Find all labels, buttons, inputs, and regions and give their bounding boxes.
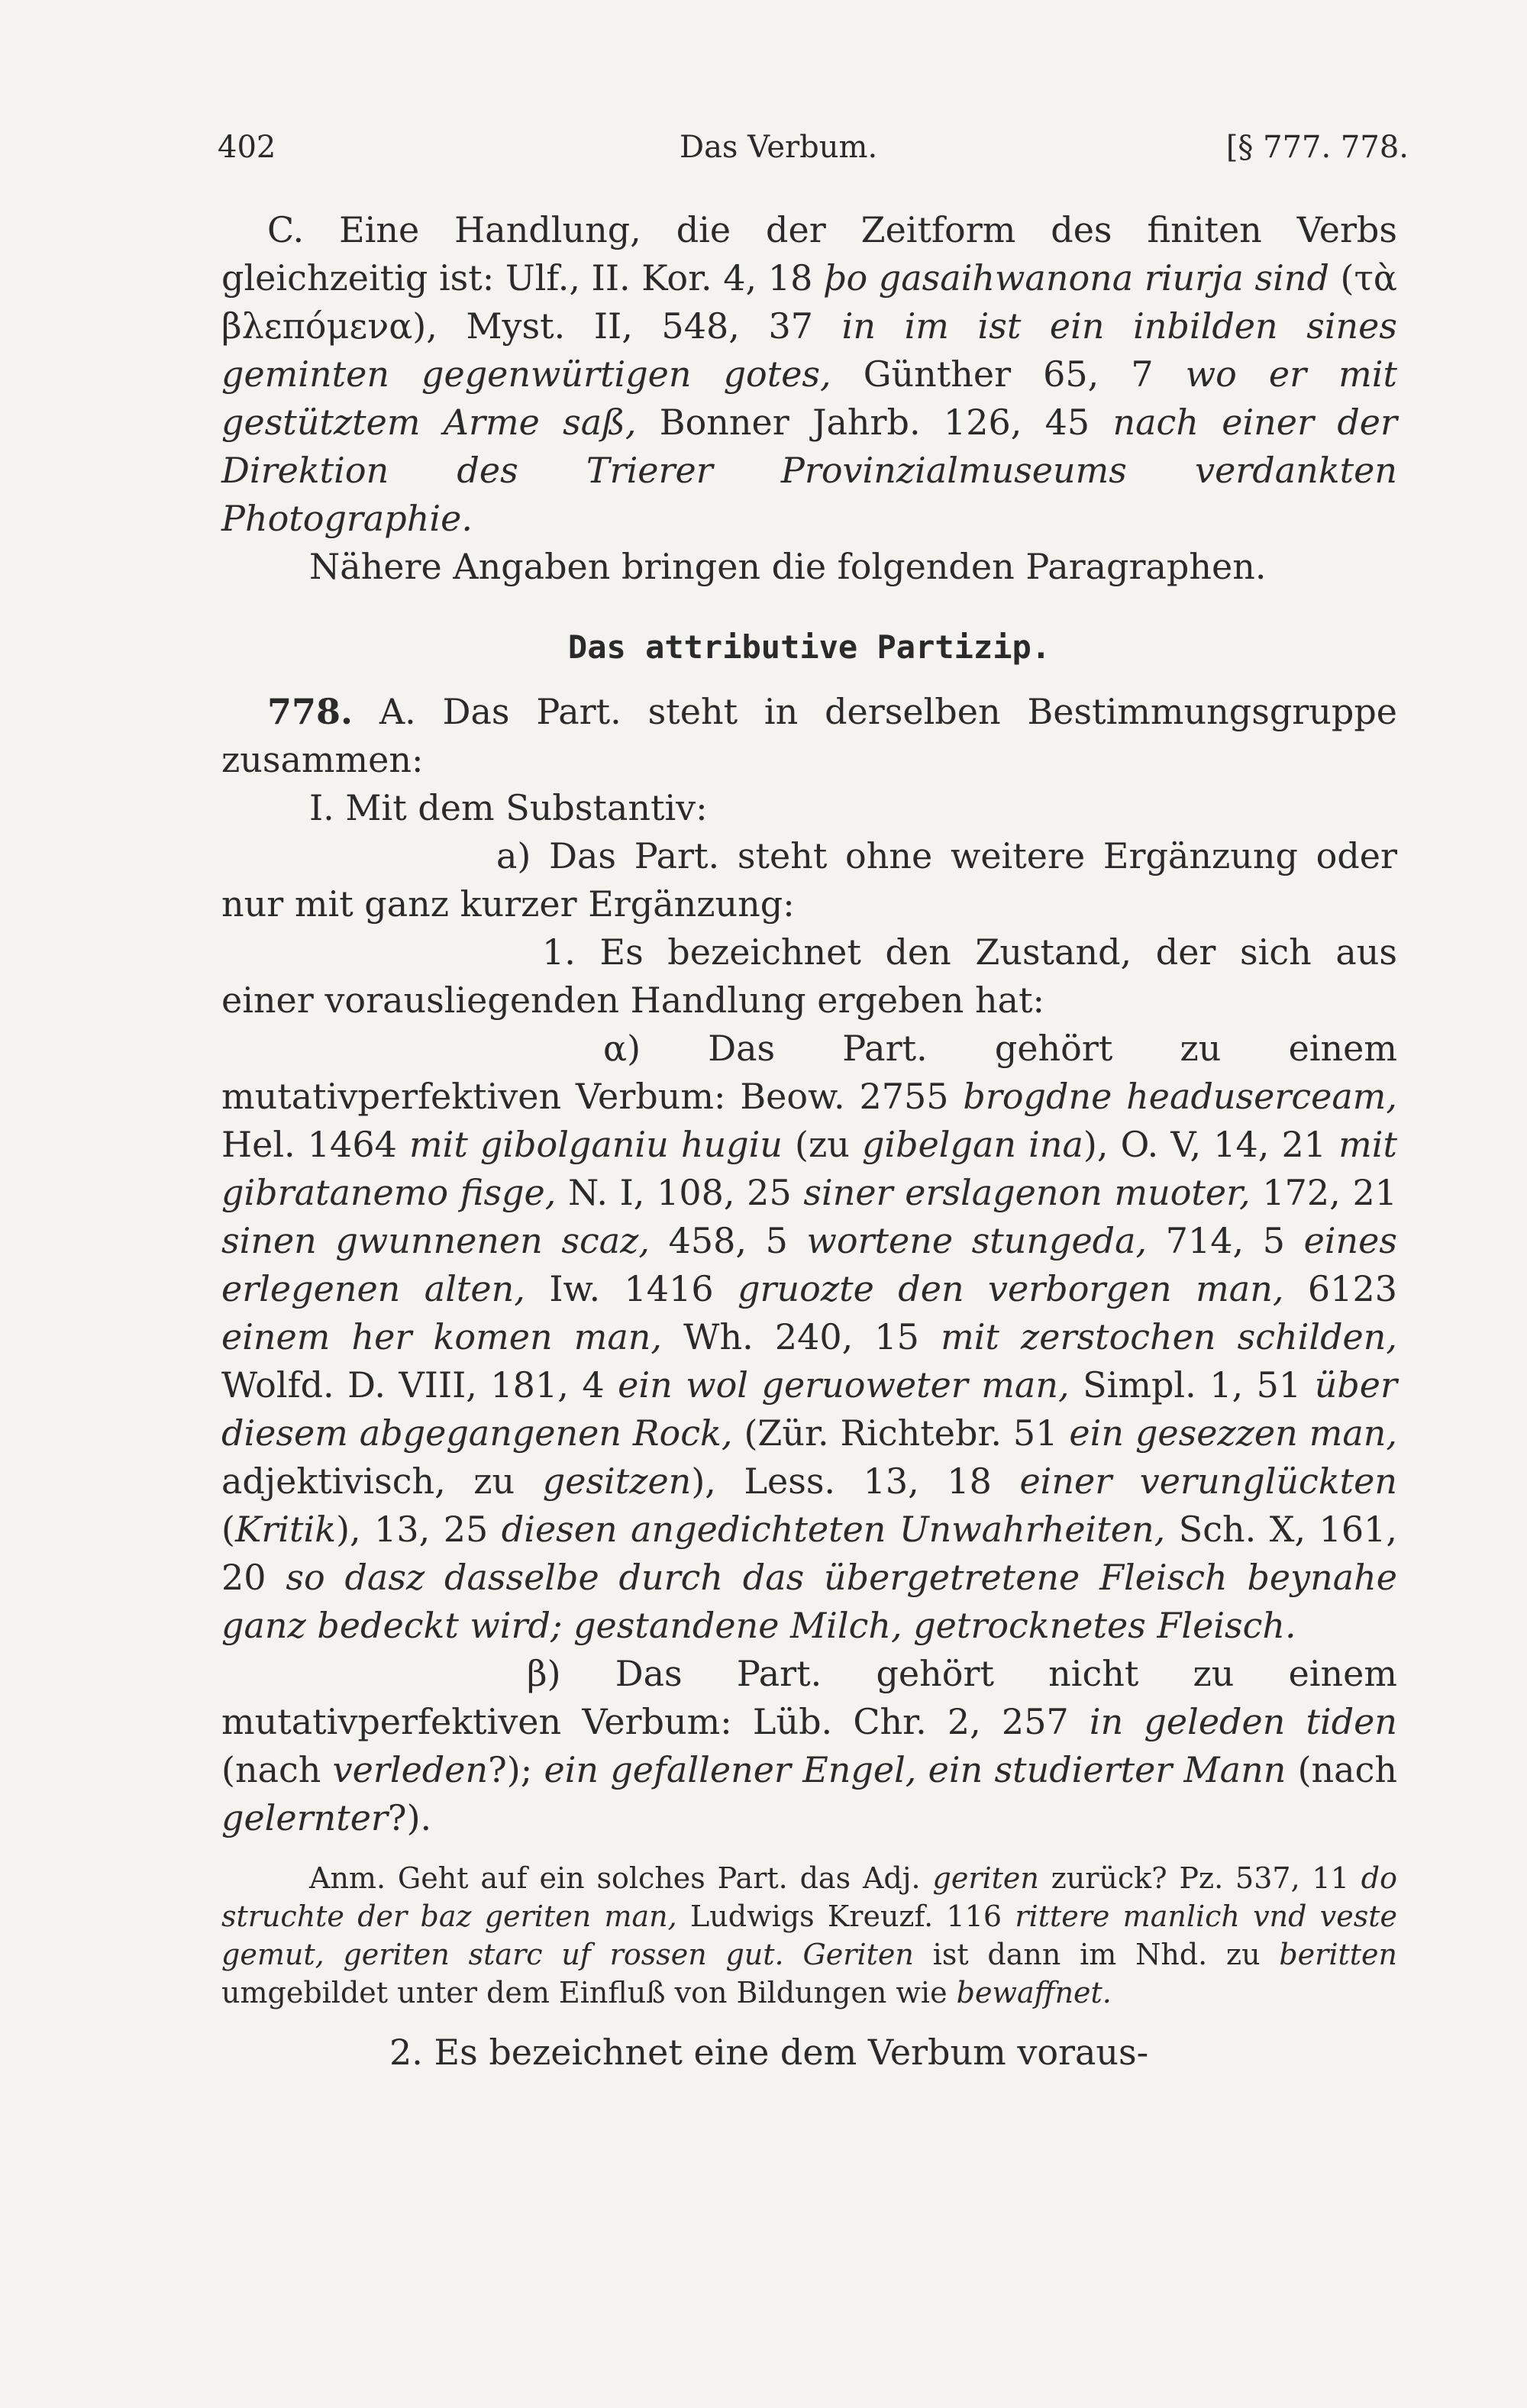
- text-run: β) Das Part. gehört nicht zu einem mutativperfektiven Verbum: Lüb. Chr. 2, 257: [221, 1653, 1397, 1742]
- text-run: 6123: [1283, 1268, 1397, 1309]
- italic-citation-text: mit gibratanemo fisge,: [221, 1124, 1397, 1213]
- paragraph-naehere: [221, 543, 1397, 591]
- text-run: C. Eine Handlung, die der Zeitform des finiten Verbs gleichzeitig ist: Ulf., II. Kor. 4, 18: [221, 209, 1397, 299]
- text-run: 2. Es bezeichnet eine dem Verbum voraus-: [389, 2032, 1149, 2073]
- text-run: ), Less. 13, 18: [691, 1461, 1020, 1502]
- italic-citation-text: bewaffnet.: [956, 1976, 1112, 2009]
- text-run: ?).: [387, 1797, 432, 1838]
- italic-citation-text: sinen gwunnenen scaz,: [221, 1220, 651, 1261]
- text-run: (nach: [221, 1749, 333, 1790]
- text-run: a) Das Part. steht ohne weitere Ergänzung oder nur mit ganz kurzer Ergänzung:: [221, 835, 1397, 925]
- text-run: 458, 5: [650, 1220, 807, 1261]
- text-run: 1. Es bezeichnet den Zustand, der sich aus einer vorausliegenden Handlung ergeben hat:: [221, 931, 1397, 1021]
- italic-citation-text: gestandene Milch, getrocknetes Fleisch.: [573, 1605, 1296, 1646]
- italic-citation-text: wortene stungeda,: [806, 1220, 1148, 1261]
- section-number: 778.: [267, 691, 354, 732]
- text-run: Ludwigs Kreuzf. 116: [676, 1900, 1015, 1933]
- paragraph-alpha: [221, 1025, 1397, 1650]
- paragraph-a: [221, 832, 1397, 928]
- italic-citation-text: in im ist ein inbilden sines geminten gegenwürtigen gotes,: [221, 305, 1397, 395]
- text-run: Bonner Jahrb. 126, 45: [636, 402, 1113, 443]
- text-run: Hel. 1464: [221, 1124, 409, 1165]
- text-run: ), O. V, 14, 21: [1083, 1124, 1339, 1165]
- text-run: Günther 65, 7: [831, 353, 1186, 395]
- italic-citation-text: mit zerstochen schilden,: [941, 1316, 1397, 1357]
- text-run: (Zür. Richtebr. 51: [732, 1412, 1070, 1454]
- italic-citation-text: einer verunglückten: [1019, 1461, 1397, 1502]
- text-run: A. Das Part. steht in derselben Bestimmungsgruppe zusammen:: [221, 691, 1397, 780]
- italic-citation-text: eines erlegenen alten,: [221, 1220, 1397, 1309]
- paragraph-1: [221, 928, 1397, 1025]
- italic-citation-text: beritten: [1279, 1938, 1397, 1971]
- italic-citation-text: in geleden tiden: [1089, 1701, 1397, 1742]
- text-run: adjektivisch, zu: [221, 1461, 543, 1502]
- section-reference: [§ 777. 778.: [1225, 130, 1409, 165]
- italic-citation-text: gibelgan ina: [861, 1124, 1083, 1165]
- italic-citation-text: über diesem abgegangenen Rock,: [221, 1364, 1397, 1454]
- italic-citation-text: gesitzen: [542, 1461, 692, 1502]
- text-run: ?);: [488, 1749, 544, 1790]
- text-run: ), 13, 25: [336, 1509, 502, 1550]
- italic-citation-text: mit gibolganiu hugiu: [408, 1124, 783, 1165]
- text-run: (: [221, 1509, 235, 1550]
- italic-citation-text: siner erslagenon muoter,: [803, 1172, 1251, 1213]
- text-run: (τὰ βλεπόμενα), Myst. II, 548, 37: [221, 257, 1397, 347]
- italic-citation-text: rittere manlich vnd veste gemut, geriten starc uf rossen gut.: [221, 1900, 1398, 1971]
- running-header: [218, 130, 1409, 176]
- paragraph-2: [221, 2029, 1397, 2077]
- text-run: N. I, 108, 25: [556, 1172, 804, 1213]
- italic-citation-text: diesen angedichteten Unwahrheiten,: [501, 1509, 1166, 1550]
- italic-citation-text: Kritik: [234, 1509, 337, 1550]
- text-run: 172, 21: [1250, 1172, 1397, 1213]
- italic-citation-text: wo er mit gestütztem Arme saß,: [221, 353, 1397, 443]
- running-title: Das Verbum.: [680, 130, 878, 165]
- page-number: 402: [218, 130, 276, 165]
- text-run: [784, 1938, 803, 1971]
- text-run: I. Mit dem Substantiv:: [309, 787, 708, 828]
- text-run: Sch. X, 161, 20: [221, 1509, 1397, 1598]
- italic-citation-text: einem her komen man,: [221, 1316, 663, 1357]
- page-body: [221, 206, 1397, 2077]
- italic-citation-text: verleden: [332, 1749, 489, 1790]
- italic-citation-text: do struchte der baz geriten man,: [221, 1861, 1397, 1933]
- italic-citation-text: Geriten: [802, 1938, 914, 1971]
- italic-citation-text: ein wol geruoweter man,: [618, 1364, 1070, 1406]
- paragraph-i: [221, 784, 1397, 832]
- annotation-note: [221, 1859, 1397, 2012]
- text-run: Simpl. 1, 51: [1069, 1364, 1315, 1406]
- text-run: (zu: [782, 1124, 862, 1165]
- section-heading: [221, 623, 1397, 671]
- italic-citation-text: ein gesezzen man,: [1069, 1412, 1398, 1454]
- italic-citation-text: gruozte den verborgen man,: [738, 1268, 1284, 1309]
- italic-citation-text: nach einer der Direktion des Trierer Provinzialmuseums verdankten Photographie.: [221, 402, 1397, 539]
- text-run: Iw. 1416: [525, 1268, 738, 1309]
- text-run: umgebildet unter dem Einfluß von Bildungen wie: [221, 1976, 957, 2009]
- text-run: zurück? Pz. 537, 11: [1038, 1861, 1361, 1895]
- italic-citation-text: so dasz dasselbe durch das übergetretene Fleisch beynahe ganz bedeckt wird;: [221, 1557, 1398, 1646]
- text-run: [562, 1605, 573, 1646]
- text-run: α) Das Part. gehört zu einem mutativperfektiven Verbum: Beow. 2755: [221, 1028, 1397, 1117]
- italic-citation-text: gelernter: [221, 1797, 388, 1838]
- text-run: Wh. 240, 15: [662, 1316, 941, 1357]
- italic-citation-text: brogdne headuserceam,: [963, 1076, 1397, 1117]
- text-run: Anm. Geht auf ein solches Part. das Adj.: [309, 1861, 933, 1895]
- paragraph-778: [221, 688, 1397, 784]
- italic-citation-text: þo gasaihwanona riurja sind: [824, 257, 1329, 299]
- text-run: 714, 5: [1147, 1220, 1304, 1261]
- text-run: ist dann im Nhd. zu: [913, 1938, 1280, 1971]
- text-run: Das attributive Partizip.: [567, 628, 1051, 666]
- text-run: (nach: [1286, 1749, 1397, 1790]
- paragraph-c: [221, 206, 1397, 543]
- text-run: Nähere Angaben bringen die folgenden Paragraphen.: [309, 546, 1267, 587]
- italic-citation-text: geriten: [932, 1861, 1039, 1895]
- paragraph-beta: [221, 1650, 1397, 1842]
- text-run: Wolfd. D. VIII, 181, 4: [221, 1364, 618, 1406]
- italic-citation-text: ein gefallener Engel, ein studierter Mann: [544, 1749, 1286, 1790]
